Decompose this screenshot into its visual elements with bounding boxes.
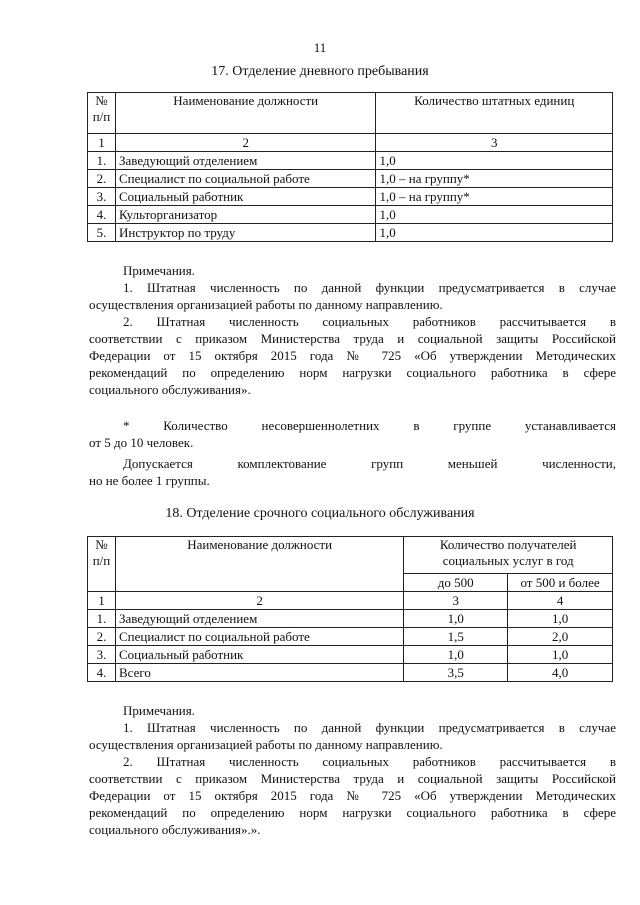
table-row	[88, 628, 613, 646]
row-value-over-500: 4,0	[508, 664, 613, 682]
note-1-line: 1. Штатная численность по данной функции предусматривается в случае	[123, 720, 616, 735]
row-num: 3.	[88, 188, 116, 206]
table-row	[88, 664, 613, 682]
section-17-table	[87, 92, 613, 242]
header-upto-500: до 500	[404, 574, 508, 592]
header-recipients: Количество получателей социальных услуг в год	[404, 537, 613, 574]
footnote-line: * Количество несовершеннолетних в группе устанавливается	[123, 418, 616, 433]
row-count: 1,0	[376, 224, 613, 242]
table-row	[88, 646, 613, 664]
row-position: Заведующий отделением	[115, 610, 403, 628]
note-1-line: осуществления организацией работы по данному направлению.	[89, 737, 443, 752]
note-2-line: рекомендаций по определению норм нагрузки социального работника в сфере	[89, 805, 616, 820]
row-position: Социальный работник	[115, 188, 376, 206]
row-num: 1.	[88, 152, 116, 170]
section-17-notes	[89, 262, 616, 398]
note-1-line: 1. Штатная численность по данной функции предусматривается в случае	[123, 280, 616, 295]
row-value-upto-500: 3,5	[404, 664, 508, 682]
section-18-title: 18. Отделение срочного социального обслуживания	[165, 506, 475, 521]
row-num: 4.	[88, 206, 116, 224]
row-value-upto-500: 1,5	[404, 628, 508, 646]
col-number: 3	[376, 134, 613, 152]
section-17-title: 17. Отделение дневного пребывания	[211, 64, 429, 79]
row-position: Специалист по социальной работе	[115, 628, 403, 646]
row-num: 4.	[88, 664, 116, 682]
table-header-row	[88, 93, 613, 134]
row-value-upto-500: 1,0	[404, 610, 508, 628]
table-row	[88, 224, 613, 242]
table-row	[88, 610, 613, 628]
col-number: 3	[404, 592, 508, 610]
col-number: 2	[115, 592, 403, 610]
note-2-line: 2. Штатная численность социальных работников рассчитывается в	[123, 314, 616, 329]
row-count: 1,0 – на группу*	[376, 170, 613, 188]
notes-title: Примечания.	[123, 263, 195, 278]
row-position: Социальный работник	[115, 646, 403, 664]
page-number: 11	[313, 40, 327, 55]
row-count: 1,0	[376, 152, 613, 170]
row-position: Заведующий отделением	[115, 152, 376, 170]
header-count: Количество штатных единиц	[376, 93, 613, 134]
header-num: № п/п	[88, 537, 116, 592]
row-num: 2.	[88, 628, 116, 646]
row-value-over-500: 1,0	[508, 610, 613, 628]
note-2-line: социального обслуживания».	[89, 382, 251, 397]
col-number: 2	[115, 134, 376, 152]
header-position: Наименование должности	[115, 537, 403, 592]
section-18-notes	[89, 702, 616, 838]
table-header-row	[88, 537, 613, 574]
row-value-upto-500: 1,0	[404, 646, 508, 664]
note-2-line: Федерации от 15 октября 2015 года № 725 «Об утверждении Методических	[89, 788, 616, 803]
note-2-line: социального обслуживания».».	[89, 822, 261, 837]
header-over-500: от 500 и более	[508, 574, 613, 592]
table-row	[88, 152, 613, 170]
table-row	[88, 206, 613, 224]
col-number: 4	[508, 592, 613, 610]
note-2-line: рекомендаций по определению норм нагрузки социального работника в сфере	[89, 365, 616, 380]
row-count: 1,0	[376, 206, 613, 224]
section-18-table	[87, 536, 613, 682]
row-num: 2.	[88, 170, 116, 188]
notes-title: Примечания.	[123, 703, 195, 718]
row-position: Специалист по социальной работе	[115, 170, 376, 188]
footnote-line: от 5 до 10 человек.	[89, 435, 194, 450]
note-2-line: Федерации от 15 октября 2015 года № 725 «Об утверждении Методических	[89, 348, 616, 363]
row-count: 1,0 – на группу*	[376, 188, 613, 206]
col-number: 1	[88, 592, 116, 610]
column-numbers-row	[88, 134, 613, 152]
row-num: 3.	[88, 646, 116, 664]
header-num: № п/п	[88, 93, 116, 134]
table-row	[88, 170, 613, 188]
footnote-line: Допускается комплектование групп меньшей численности,	[123, 456, 616, 471]
note-2-line: соответствии с приказом Министерства труда и социальной защиты Российской	[89, 331, 616, 346]
note-2-line: 2. Штатная численность социальных работников рассчитывается в	[123, 754, 616, 769]
table-row	[88, 188, 613, 206]
note-2-line: соответствии с приказом Министерства труда и социальной защиты Российской	[89, 771, 616, 786]
footnote-line: но не более 1 группы.	[89, 473, 210, 488]
header-position: Наименование должности	[115, 93, 376, 134]
row-position: Всего	[115, 664, 403, 682]
row-num: 1.	[88, 610, 116, 628]
row-value-over-500: 1,0	[508, 646, 613, 664]
row-value-over-500: 2,0	[508, 628, 613, 646]
section-17-footnote	[89, 417, 616, 489]
row-position: Инструктор по труду	[115, 224, 376, 242]
note-1-line: осуществления организацией работы по данному направлению.	[89, 297, 443, 312]
row-num: 5.	[88, 224, 116, 242]
row-position: Культорганизатор	[115, 206, 376, 224]
col-number: 1	[88, 134, 116, 152]
column-numbers-row	[88, 592, 613, 610]
